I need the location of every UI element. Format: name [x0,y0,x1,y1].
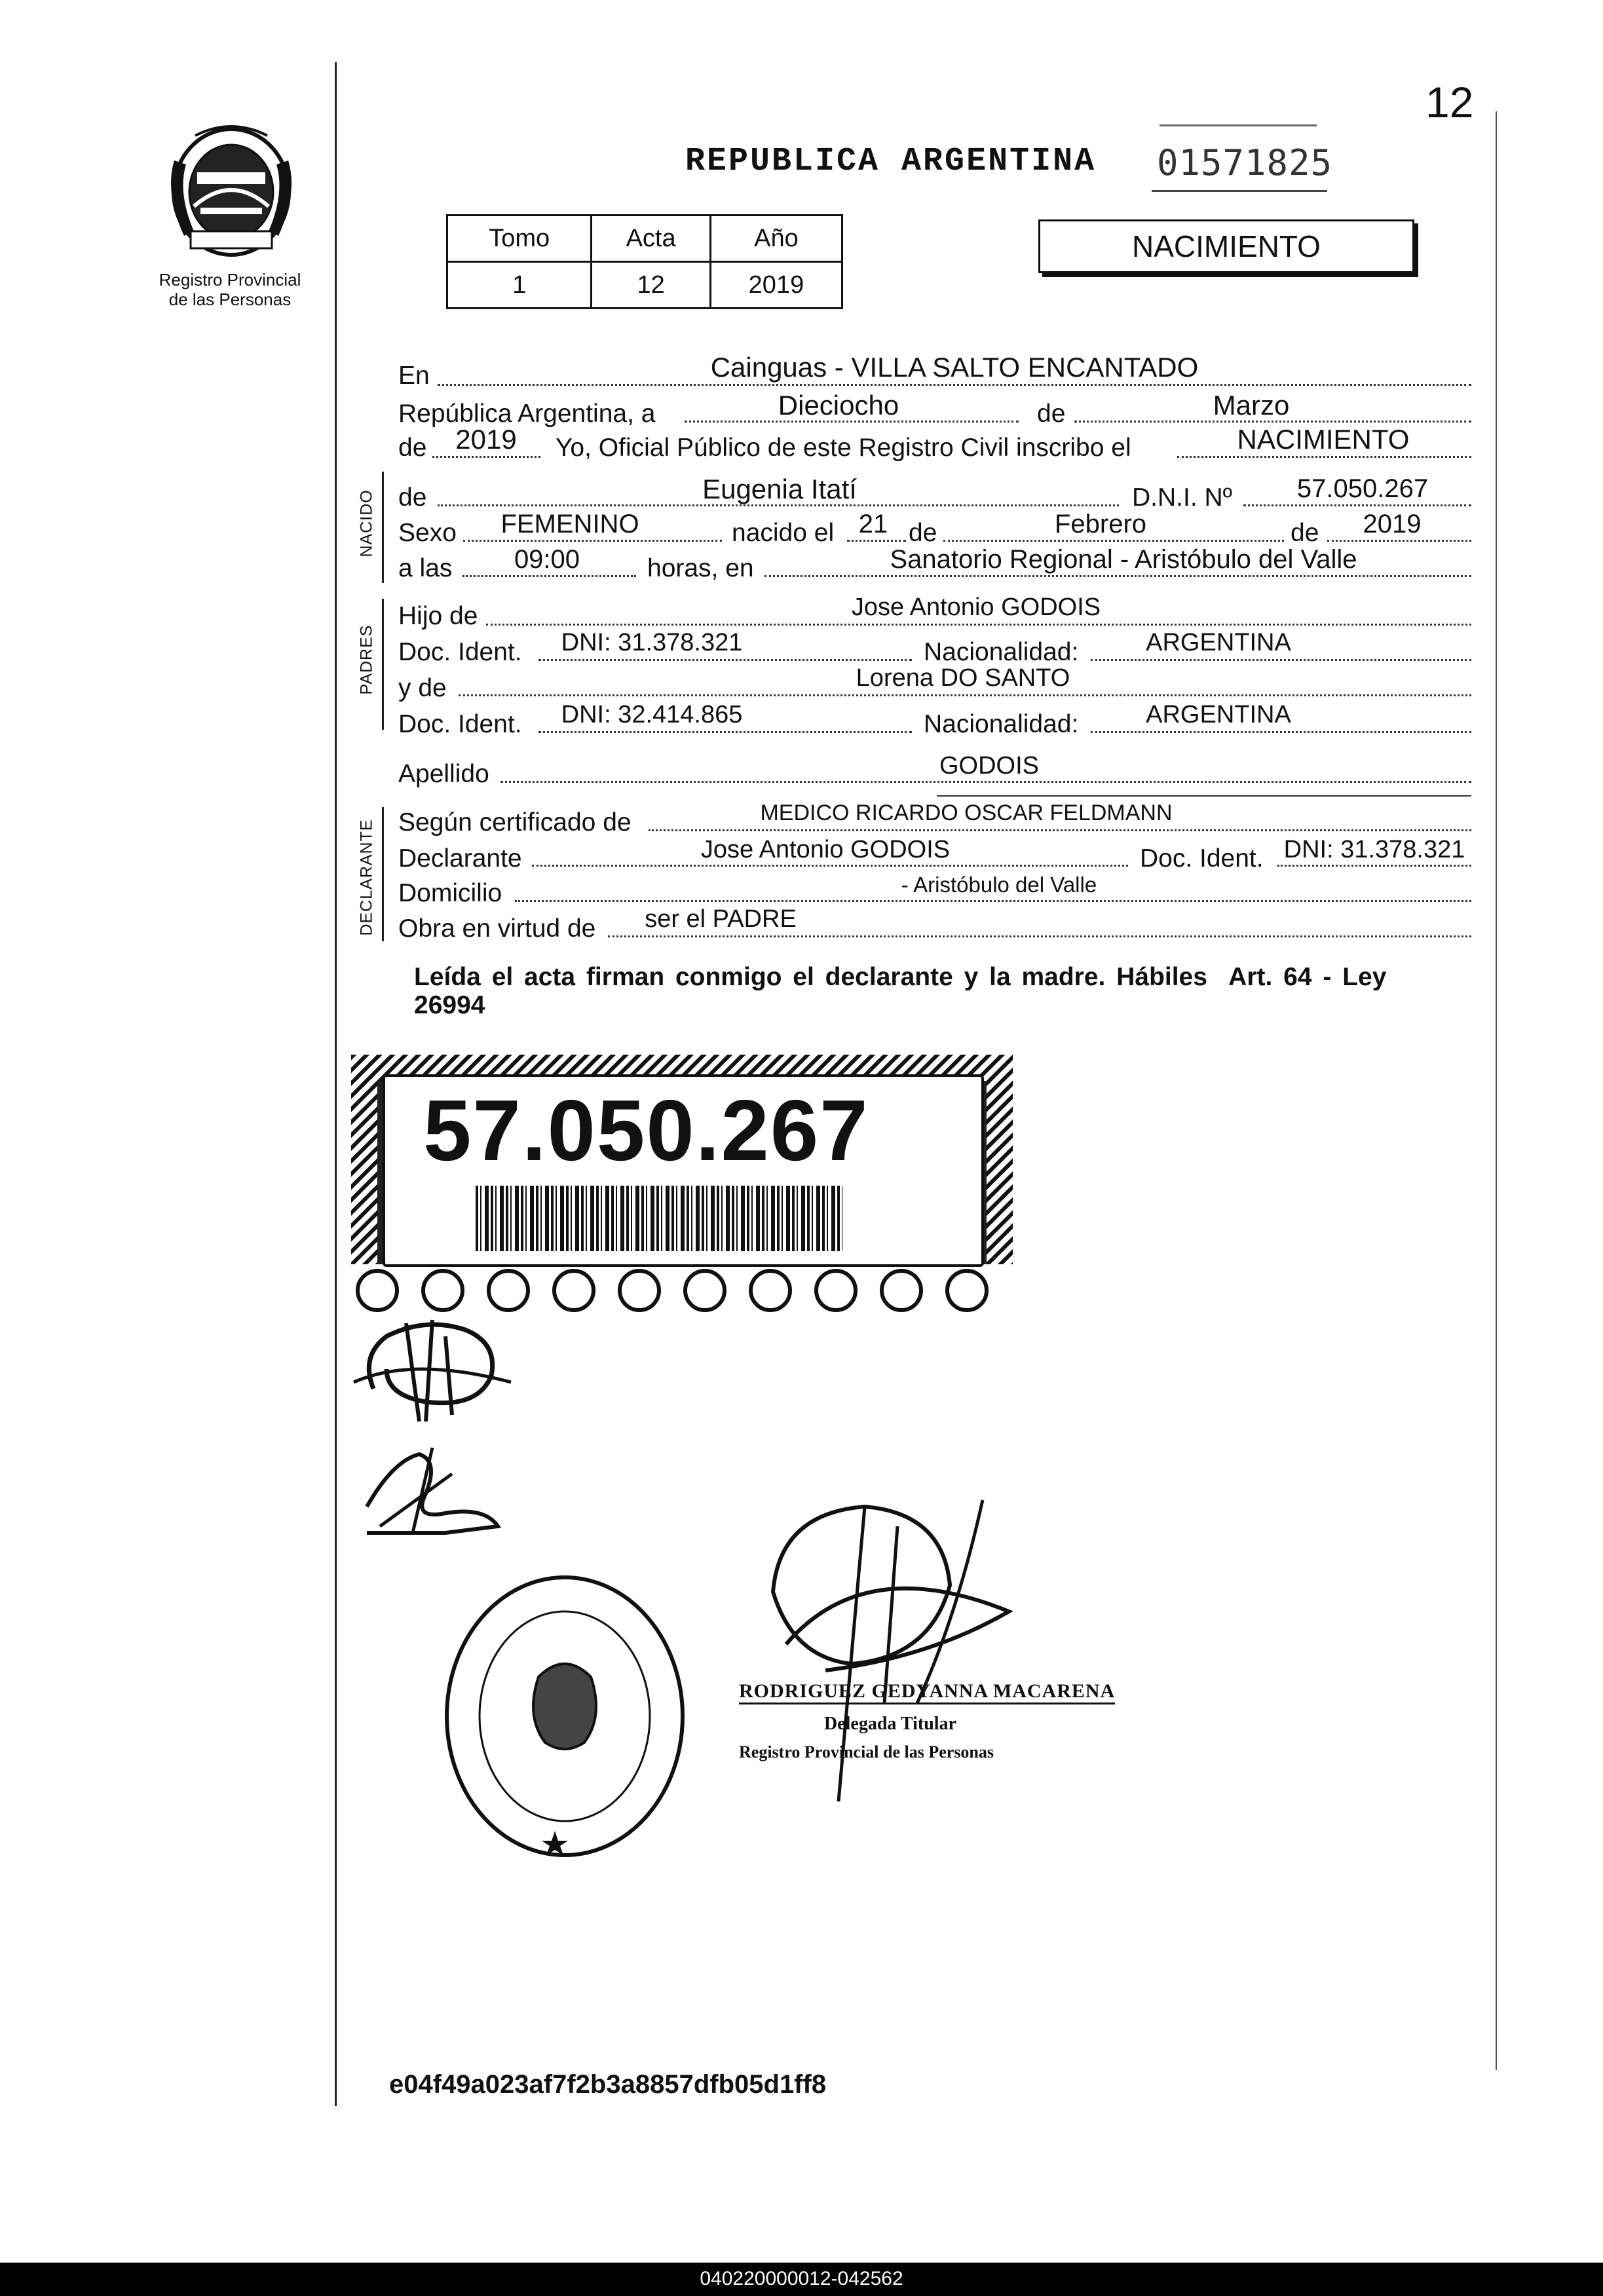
province-logo [161,121,301,259]
table-row [447,262,842,309]
child-name: Eugenia Itatí [702,474,857,504]
signature-mother [354,1435,504,1546]
place-value: Cainguas - VILLA SALTO ENCANTADO [710,352,1199,383]
official-name: RODRIGUEZ GEDYANNA MACARENA [739,1680,1115,1704]
serial-underline [1152,190,1327,192]
year-dots [432,456,540,458]
surname-label: Apellido [398,760,489,788]
a-las-label: a las [398,554,453,582]
statement-line1: Leída el acta firman conmigo el declarante y la madre. Hábiles Art. 64 - Ley [414,963,1387,991]
page-number: 12 [1425,78,1474,126]
day-value: Dieciocho [778,390,899,421]
year-de-label: de [398,434,427,462]
dni-sticker-number: 57.050.267 [423,1082,869,1178]
table-cell-ano: 2019 [710,262,842,309]
table-header-acta: Acta [592,216,711,262]
child-dni-dots [1243,504,1471,506]
logo-caption [128,270,331,309]
hijo-label: Hijo de [398,602,478,630]
nacido-label: nacido el [732,519,835,547]
serial-number: 01571825 [1157,142,1333,183]
inscription-text: Yo, Oficial Público de este Registro Civil inscribo el [556,434,1131,462]
y-de-label: y de [398,674,447,702]
cert-label: Según certificado de [398,808,632,837]
birth-year: 2019 [1363,510,1422,538]
domicilio-value: - Aristóbulo del Valle [901,873,1097,897]
place-label: En [398,362,430,390]
surname-dots [500,781,1471,783]
signature-declarant [347,1310,518,1428]
declarant-doc: DNI: 31.378.321 [1283,836,1465,863]
section-declarante-bracket [382,807,384,941]
father-dots [486,624,1471,626]
mother-nat-label: Nacionalidad: [924,710,1079,738]
act-type-label: NACIMIENTO [1132,229,1321,263]
dni-barcode [476,1186,842,1251]
document-hash: e04f49a023af7f2b3a8857dfb05d1ff8 [389,2070,827,2099]
declarant-dots [532,865,1128,867]
mother-dots [459,694,1471,696]
birth-day: 21 [858,510,888,538]
logo-caption-line1: Registro Provincial [159,270,301,290]
obra-value: ser el PADRE [645,905,797,933]
surname-value: GODOIS [939,752,1040,780]
month-de-label: de [1037,400,1066,428]
birth-de-label: de [909,519,937,547]
child-de-label: de [398,483,427,512]
mother-doc-label: Doc. Ident. [398,710,522,738]
section-nacido: NACIDO [357,489,376,557]
statement-line2: 26994 [414,991,485,1019]
father-doc: DNI: 31.378.321 [561,629,743,656]
document-title: REPUBLICA ARGENTINA [685,143,1097,180]
mother-doc: DNI: 32.414.865 [561,701,743,728]
child-name-dots [438,504,1119,506]
section-nacido-bracket [382,472,384,583]
cert-value: MEDICO RICARDO OSCAR FELDMANN [760,800,1173,825]
section-padres: PADRES [357,624,376,695]
birth-month: Febrero [1054,510,1147,538]
mother-name: Lorena DO SANTO [856,664,1070,692]
declarant-doc-dots [1277,865,1471,867]
day-dots [685,421,1019,423]
month-dots [1074,421,1471,423]
dni-sticker [351,1055,1013,1314]
cert-dots [649,829,1471,831]
domicilio-label: Domicilio [398,879,502,907]
month-value: Marzo [1213,390,1290,421]
father-nat-dots [1091,659,1471,661]
father-name: Jose Antonio GODOIS [851,593,1101,621]
father-doc-dots [538,659,912,661]
mother-nat-dots [1091,731,1471,733]
sexo-value: FEMENINO [500,510,639,538]
mother-nationality: ARGENTINA [1146,701,1291,728]
table-header-tomo: Tomo [447,216,592,262]
child-dni: 57.050.267 [1296,474,1429,503]
time-dots [462,575,636,577]
birth-year-dots [1327,540,1471,542]
declarant-doc-label: Doc. Ident. [1140,844,1264,873]
father-nat-label: Nacionalidad: [924,638,1079,666]
footer-bar [0,2263,1603,2296]
year-value: 2019 [455,424,517,455]
official-title: Delegada Titular [824,1714,956,1734]
child-dni-label: D.N.I. Nº [1132,483,1232,512]
birth-de-label-2: de [1291,519,1319,547]
mother-doc-dots [538,731,912,733]
footer-code: 040220000012-042562 [700,2268,903,2289]
left-margin-line [335,62,337,2106]
birth-day-dots [847,540,906,542]
place-dots [438,384,1471,386]
logo-caption-line2: de las Personas [168,290,292,309]
father-nationality: ARGENTINA [1146,629,1291,656]
sexo-label: Sexo [398,519,457,547]
official-seal [440,1572,689,1860]
declarant-name: Jose Antonio GODOIS [700,836,951,863]
official-signature [734,1487,1074,1828]
act-type-box [1038,219,1414,273]
father-doc-label: Doc. Ident. [398,638,522,666]
section-declarante: DECLARANTE [357,819,376,936]
act-value: NACIMIENTO [1237,424,1410,455]
serial-overline [1160,124,1317,126]
section-padres-bracket [382,599,384,730]
official-org: Registro Provincial de las Personas [739,1742,994,1761]
obra-dots [608,935,1471,937]
birth-month-dots [943,540,1284,542]
table-row [447,216,842,262]
table-cell-acta: 12 [592,262,711,309]
horas-label: horas, en [647,554,754,582]
obra-label: Obra en virtud de [398,914,596,943]
birth-place: Sanatorio Regional - Aristóbulo del Valle [890,545,1357,574]
act-dots [1177,456,1471,458]
table-cell-tomo: 1 [447,262,592,309]
right-margin-line [1496,111,1497,2070]
declarant-label: Declarante [398,844,522,873]
date-label: República Argentina, a [398,400,656,428]
registry-table [446,214,843,309]
birth-place-dots [764,575,1471,577]
section-divider [937,795,1471,797]
table-header-ano: Año [710,216,842,262]
domicilio-dots [515,900,1471,902]
birth-time: 09:00 [514,545,580,574]
sexo-dots [463,540,722,542]
official-stamp [739,1680,1132,1762]
